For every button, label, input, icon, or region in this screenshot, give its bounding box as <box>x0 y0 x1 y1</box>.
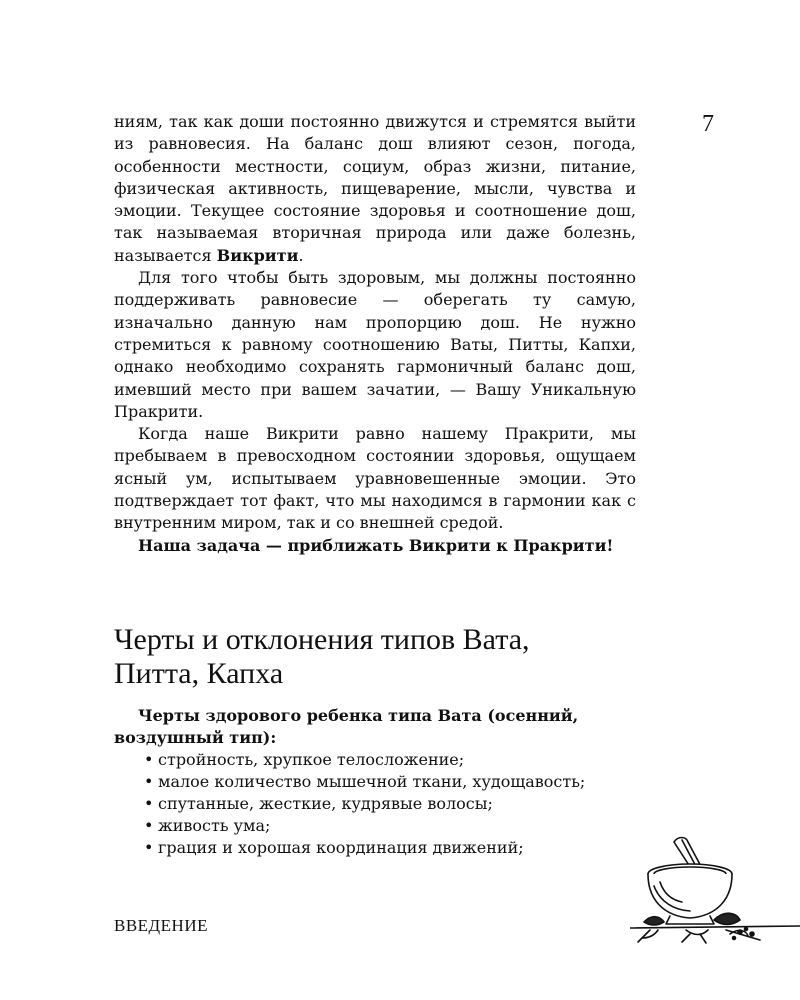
section-heading-line-1: Черты и отклонения типов Вата, <box>114 622 530 656</box>
paragraph-4-emphasis <box>114 535 636 557</box>
paragraph-3-text: Когда наше Викрити равно нашему Пракрити, мы пребываем в превосходном состоянии здоровья, ощущаем ясный ум, испытываем уравновешенные эмоции. Это подтверждает тот факт, что мы находимся в гармонии как с внутренним миром, так и со внешней средой. <box>114 424 636 533</box>
running-footer: ВВЕДЕНИЕ <box>114 916 208 935</box>
page-number: 7 <box>702 111 714 137</box>
bullet-icon: • <box>144 815 154 835</box>
bullet-icon: • <box>144 749 154 769</box>
bullet-icon: • <box>144 837 154 857</box>
paragraph-3 <box>114 423 636 534</box>
section-heading-line-2: Питта, Капха <box>114 656 284 690</box>
list-item-text: стройность, хрупкое телосложение; <box>158 749 465 769</box>
term-vikriti: Викрити <box>216 245 299 265</box>
bullet-icon: • <box>144 793 154 813</box>
list-item-text: живость ума; <box>158 815 271 835</box>
list-item <box>114 749 636 771</box>
list-item <box>114 793 636 815</box>
paragraph-4-text: Наша задача — приближать Викрити к Пракрити! <box>138 535 614 555</box>
bullet-icon: • <box>144 771 154 791</box>
paragraph-1 <box>114 111 636 267</box>
list-item-text: спутанные, жесткие, кудрявые волосы; <box>158 793 493 813</box>
list-item <box>114 837 636 859</box>
paragraph-2-text: Для того чтобы быть здоровым, мы должны постоянно поддерживать равновесие — оберегать ту самую, изначально данную нам пропорцию дош. Не нужно стремиться к равному соотношению Ваты, Питты, Капхи, однако необходимо сохранять гармоничный баланс дош, имевший место при вашем зачатии, — Вашу Уникальную Пракрити. <box>114 268 636 421</box>
traits-list <box>114 749 636 859</box>
section-subheading: Черты здорового ребенка типа Вата (осенний, воздушный тип): <box>114 705 579 747</box>
paragraph-1-end: . <box>298 245 304 265</box>
list-item <box>114 771 636 793</box>
section-heading <box>114 623 636 691</box>
list-item <box>114 815 636 837</box>
paragraph-1-text: ниям, так как доши постоянно движутся и стремятся выйти из равновесия. На баланс дош влияют сезон, погода, особенности местности, социум, образ жизни, питание, физическая активность, пищеварение, мысли, чувства и эмоции. Текущее состояние здоровья и соотношение дош, так называемая вторичная природа или даже болезнь, называется <box>114 112 636 265</box>
page-content <box>114 111 636 859</box>
list-item-text: грация и хорошая координация движений; <box>158 837 524 857</box>
list-item-text: малое количество мышечной ткани, худощавость; <box>158 771 586 791</box>
mortar-and-pestle-icon <box>630 830 800 945</box>
paragraph-2 <box>114 267 636 423</box>
